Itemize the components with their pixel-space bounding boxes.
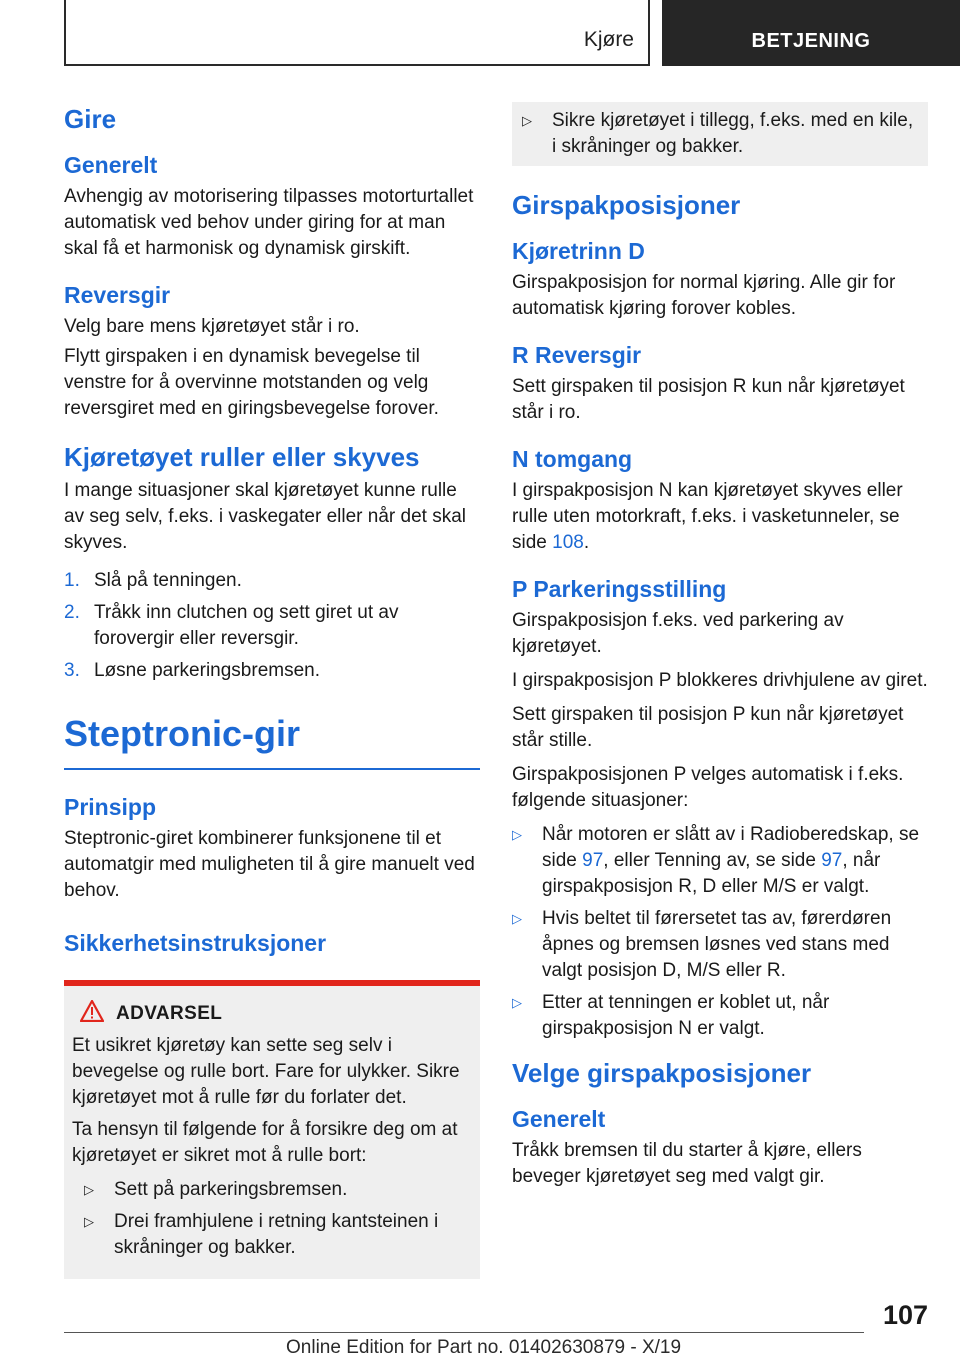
- list-item-text: Drei framhjulene i retning kantsteinen i skråninger og bakker.: [114, 1211, 439, 1258]
- heading-generelt: Generelt: [64, 152, 158, 178]
- p-situations-list: [512, 822, 928, 1042]
- step-number: 2.: [64, 602, 80, 623]
- list-item-text: Hvis beltet til førersetet tas av, førerdøren åpnes og bremsen løsnes ved stans med valgt posisjon D, M/S eller R.: [542, 908, 892, 981]
- n-text-end: .: [583, 532, 590, 553]
- footer-edition: Online Edition for Part no. 01402630879 - X/19: [286, 1337, 682, 1358]
- warning-text-1: Et usikret kjøretøy kan sette seg selv i bevegelse og rulle bort. Fare for ulykker. Sikre kjøretøyet mot å rulle før du forlater det.: [72, 1035, 460, 1108]
- heading-velge-generelt: Generelt: [512, 1106, 606, 1132]
- heading-sikkerhet: Sikkerhetsinstruksjoner: [64, 930, 327, 956]
- prinsipp-text: Steptronic-giret kombinerer funksjonene til et automatgir med muligheten til å gire manuelt ved behov.: [64, 828, 475, 901]
- reversgir-text-2: Flytt girspaken i en dynamisk bevegelse til venstre for å overvinne motstanden og velg reversgiret med en giringsbevegelse forover.: [64, 346, 439, 419]
- header-frame: [64, 0, 650, 66]
- step-text: Slå på tenningen.: [94, 570, 242, 591]
- reversgir-text-1: Velg bare mens kjøretøyet står i ro.: [64, 316, 360, 337]
- triangle-bullet-icon: ▷: [512, 827, 522, 842]
- ruller-text: I mange situasjoner skal kjøretøyet kunne rulle av seg selv, f.eks. i vaskegater eller når det skal skyves.: [64, 480, 466, 553]
- p-text-3: Sett girspaken til posisjon P kun når kjøretøyet står stille.: [512, 704, 904, 751]
- warning-box: [64, 980, 480, 1279]
- warning-list: [84, 1177, 472, 1261]
- step-text: Løsne parkeringsbremsen.: [94, 660, 320, 681]
- triangle-bullet-icon: ▷: [522, 113, 532, 128]
- list-item-text: Etter at tenningen er koblet ut, når girspakposisjon N er valgt.: [542, 992, 830, 1039]
- list-item: [512, 822, 928, 900]
- d-text: Girspakposisjon for normal kjøring. Alle gir for automatisk kjøring forover kobles.: [512, 272, 896, 319]
- list-item-text: , når girspakposisjon R, D eller M/S er valgt.: [542, 850, 881, 897]
- heading-r-reversgir: R Reversgir: [512, 342, 642, 368]
- warning-triangle-icon: [80, 1000, 104, 1027]
- page-number: 107: [882, 1300, 928, 1330]
- list-item-text: , eller Tenning av, se side: [603, 850, 822, 871]
- p-text-2: I girspakposisjon P blokkeres drivhjulene av giret.: [512, 670, 928, 691]
- warning-continuation-box: [512, 102, 928, 166]
- warning-label: ADVARSEL: [116, 1002, 223, 1024]
- section-title: Kjøre: [583, 28, 634, 51]
- triangle-bullet-icon: ▷: [84, 1214, 94, 1229]
- list-item-text: Sikre kjøretøyet i tillegg, f.eks. med en kile, i skråninger og bakker.: [552, 110, 914, 157]
- p-text-4: Girspakposisjonen P velges automatisk i f.eks. følgende situasjoner:: [512, 764, 904, 811]
- chapter-tab: BETJENING: [662, 0, 960, 66]
- right-column: [512, 102, 928, 1190]
- page-link-97[interactable]: 97: [821, 850, 843, 871]
- heading-n-tomgang: N tomgang: [512, 446, 633, 472]
- triangle-bullet-icon: ▷: [512, 911, 522, 926]
- heading-prinsipp: Prinsipp: [64, 794, 157, 820]
- steps-list: [64, 568, 480, 684]
- heading-p-parkering: P Parkeringsstilling: [512, 576, 727, 602]
- list-item-text: Når motoren er slått av i Radioberedskap, se side: [542, 824, 920, 871]
- list-item: [84, 1209, 472, 1261]
- n-text-part: I girspakposisjon N kan kjøretøyet skyves eller rulle uten motorkraft, f.eks. i vasketunneler, se side: [512, 480, 903, 553]
- heading-velge: Velge girspakposisjoner: [512, 1058, 812, 1088]
- list-item: [84, 1177, 472, 1203]
- r-text: Sett girspaken til posisjon R kun når kjøretøyet står i ro.: [512, 376, 905, 423]
- step-item: [64, 568, 480, 594]
- footer-divider: [64, 1332, 864, 1333]
- list-item: [522, 108, 918, 160]
- step-item: [64, 658, 480, 684]
- continuation-list: [522, 108, 918, 160]
- heading-steptronic: Steptronic-gir: [64, 712, 480, 770]
- heading-girspakposisjoner: Girspakposisjoner: [512, 190, 741, 220]
- generelt-text: Avhengig av motorisering tilpasses motorturtallet automatisk ved behov under giring for at man skal få et harmonisk og dynamisk girskift.: [64, 186, 474, 259]
- triangle-bullet-icon: ▷: [512, 995, 522, 1010]
- velge-text: Tråkk bremsen til du starter å kjøre, ellers beveger kjøretøyet seg med valgt gir.: [512, 1140, 862, 1187]
- heading-reversgir: Reversgir: [64, 282, 171, 308]
- heading-kjoretrinn-d: Kjøretrinn D: [512, 238, 645, 264]
- heading-ruller: Kjøretøyet ruller eller skyves: [64, 442, 420, 472]
- page-link-97[interactable]: 97: [582, 850, 604, 871]
- step-number: 3.: [64, 660, 80, 681]
- left-column: [64, 92, 480, 1279]
- warning-header: [80, 1000, 472, 1027]
- triangle-bullet-icon: ▷: [84, 1182, 94, 1197]
- warning-text-2: Ta hensyn til følgende for å forsikre deg om at kjøretøyet er sikret mot å rulle bort:: [72, 1119, 458, 1166]
- list-item-text: Sett på parkeringsbremsen.: [114, 1179, 348, 1200]
- list-item: [512, 906, 928, 984]
- page-link-108[interactable]: 108: [552, 532, 584, 553]
- step-number: 1.: [64, 570, 80, 591]
- p-text-1: Girspakposisjon f.eks. ved parkering av kjøretøyet.: [512, 610, 844, 657]
- list-item: [512, 990, 928, 1042]
- heading-gire: Gire: [64, 104, 117, 134]
- step-text: Tråkk inn clutchen og sett giret ut av forovergir eller reversgir.: [94, 602, 399, 649]
- step-item: [64, 600, 480, 652]
- n-text: [512, 478, 928, 556]
